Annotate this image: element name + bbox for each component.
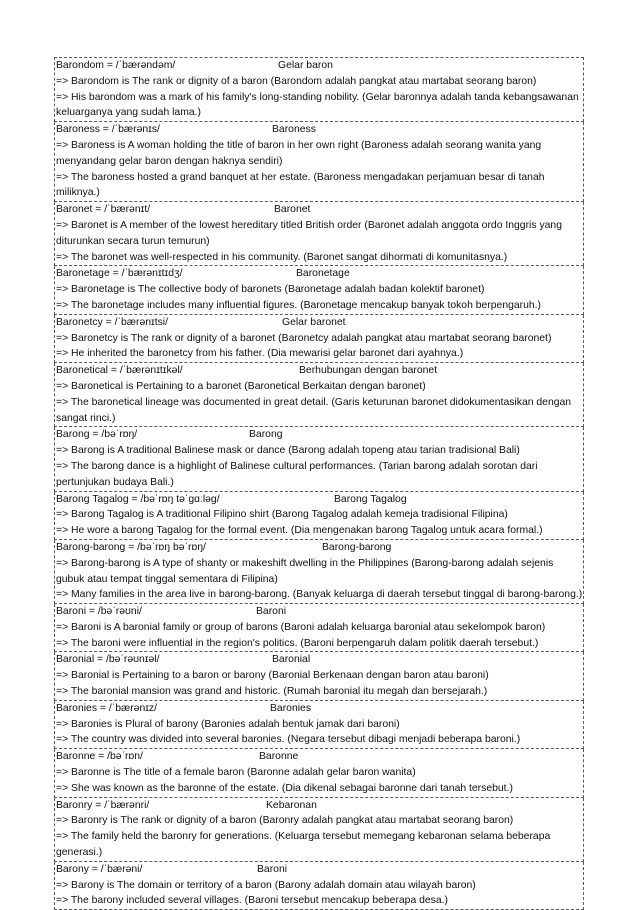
entry-baronry [54, 798, 584, 862]
entry-definition: => Baroni is A baronial family or group of barons (Baroni adalah keluarga baronial atau sekelompok baron) [56, 621, 546, 633]
entry-example: => He wore a barong Tagalog for the formal event. (Dia mengenakan barong Tagalog untuk acara formal.) [56, 525, 543, 537]
entry-header [56, 266, 583, 282]
entry-definition: => Baronetical is Pertaining to a baronet (Baronetical Berkaitan dengan baronet) [56, 380, 426, 392]
entry-example: => The country was divided into several baronies. (Negara tersebut dibagi menjadi beberapa baroni.) [56, 734, 521, 746]
entry-example: => The baronet was well-respected in his community. (Baronet sangat dihormati di komunitasnya.) [56, 251, 508, 263]
entry-translation: Baronies [270, 702, 312, 714]
entry-header [56, 492, 583, 508]
entry-translation: Barong [249, 429, 283, 441]
entry-baronetical [54, 363, 584, 427]
entry-example: => The baroness hosted a grand banquet at her estate. (Baroness mengadakan perjamuan besar di tanah miliknya.) [56, 171, 545, 199]
entry-definition: => Baroness is A woman holding the title of baron in her own right (Baroness adalah seorang wanita yang menyandang gelar baron dengan haknya sendiri) [56, 139, 542, 167]
entry-translation: Baroness [272, 124, 316, 136]
entry-baronne [54, 749, 584, 797]
entry-translation: Baroni [257, 863, 288, 875]
entry-header [56, 652, 583, 668]
entry-baroni [54, 604, 584, 652]
entry-term: Barong = /bəˈrɒŋ/ [56, 429, 138, 441]
entry-term: Baronetcy = /ˈbærənɪtsi/ [56, 316, 168, 328]
entry-translation: Gelar baron [278, 60, 333, 71]
entry-example: => The baronial mansion was grand and historic. (Rumah baronial itu megah dan bersejarah.) [56, 686, 488, 698]
entry-header [56, 701, 583, 717]
glossary-document [54, 57, 584, 910]
entry-header [56, 122, 583, 138]
entry-translation: Baronetage [296, 268, 350, 280]
entry-term: Barong Tagalog = /bəˈrɒŋ təˈɡɑːləɡ/ [56, 493, 220, 505]
entry-header [56, 604, 583, 620]
entry-header [56, 315, 583, 331]
entry-barong-tagalog [54, 492, 584, 540]
entry-translation: Baronne [259, 751, 299, 763]
entry-barong [54, 427, 584, 491]
entry-term: Baronetical = /ˈbærənɪtɪkəl/ [56, 365, 183, 377]
entry-example: => The baroni were influential in the region's politics. (Baroni berpengaruh dalam politik daerah tersebut.) [56, 637, 539, 649]
entry-definition: => Baronet is A member of the lowest hereditary titled British order (Baronet adalah anggota ordo Inggris yang diturunkan secara turun temurun) [56, 219, 562, 247]
entry-definition: => Barong is A traditional Balinese mask or dance (Barong adalah topeng atau tarian tradisional Bali) [56, 445, 520, 457]
entry-baroness [54, 122, 584, 202]
entry-translation: Kebaronan [266, 799, 317, 811]
entry-example: => The baronetical lineage was documented in great detail. (Garis keturunan baronet didokumentasikan dengan sangat rinci.) [56, 396, 572, 424]
entry-header [56, 749, 583, 765]
entry-term: Baronne = /bəˈrɒn/ [56, 751, 143, 763]
entry-term: Barong-barong = /bəˈrɒŋ bəˈrɒŋ/ [56, 541, 206, 553]
entry-term: Baronial = /bəˈrəʊnɪəl/ [56, 654, 160, 666]
entry-baronet [54, 202, 584, 266]
entry-example: => The barong dance is a highlight of Balinese cultural performances. (Tarian barong adalah sorotan dari pertunjukan budaya Bali.) [56, 460, 538, 488]
entry-example: => His barondom was a mark of his family's long-standing nobility. (Gelar baronnya adalah tanda kebangsawanan keluarganya yang sudah lama.) [56, 91, 579, 119]
entry-definition: => Barong Tagalog is A traditional Filipino shirt (Barong Tagalog adalah kemeja tradisional Filipina) [56, 509, 508, 521]
entry-translation: Barong-barong [322, 541, 392, 553]
entry-term: Baroness = /ˈbærənɪs/ [56, 124, 160, 136]
entry-baronetcy [54, 315, 584, 363]
entry-term: Barondom = /ˈbærəndəm/ [56, 60, 176, 71]
entry-example: => He inherited the baronetcy from his father. (Dia mewarisi gelar baronet dari ayahnya.) [56, 348, 464, 360]
entry-definition: => Baronetcy is The rank or dignity of a baronet (Baronetcy adalah pangkat atau martabat seorang baronet) [56, 332, 552, 344]
entry-example: => The baronetage includes many influential figures. (Baronetage mencakup banyak tokoh berpengaruh.) [56, 299, 542, 311]
entry-barondom [54, 57, 584, 122]
entry-term: Barony = /ˈbærəni/ [56, 863, 143, 875]
entry-header [56, 862, 583, 878]
entry-header [56, 540, 583, 556]
entry-term: Baronet = /ˈbærənɪt/ [56, 204, 151, 216]
entry-translation: Gelar baronet [282, 316, 346, 328]
entry-translation: Barong Tagalog [334, 493, 407, 505]
entry-header [56, 427, 583, 443]
entry-header [56, 58, 583, 74]
entry-term: Baronies = /ˈbærənɪz/ [56, 702, 158, 714]
entry-example: => The barony included several villages. (Baroni tersebut mencakup beberapa desa.) [56, 895, 449, 907]
entry-header [56, 363, 583, 379]
entry-example: => The family held the baronry for generations. (Keluarga tersebut memegang kebaronan selama beberapa generasi.) [56, 831, 551, 859]
entry-header [56, 798, 583, 814]
entry-term: Baroni = /bəˈrəʊni/ [56, 606, 142, 618]
entry-example: => She was known as the baronne of the estate. (Dia dikenal sebagai baronne dari tanah tersebut.) [56, 782, 513, 794]
entry-definition: => Barony is The domain or territory of a baron (Barony adalah domain atau wilayah baron) [56, 879, 476, 891]
entry-definition: => Baronne is The title of a female baron (Baronne adalah gelar baron wanita) [56, 767, 416, 779]
entry-translation: Baronial [272, 654, 311, 666]
entry-baronial [54, 652, 584, 700]
entry-example: => Many families in the area live in barong-barong. (Banyak keluarga di daerah tersebut tinggal di barong-barong.) [56, 589, 583, 601]
entry-definition: => Baronial is Pertaining to a baron or barony (Baronial Berkenaan dengan baron atau baroni) [56, 670, 489, 682]
entry-translation: Baronet [274, 204, 311, 216]
entry-definition: => Barong-barong is A type of shanty or makeshift dwelling in the Philippines (Barong-barong adalah sejenis gubuk atau tempat tinggal sementara di Filipina) [56, 557, 554, 585]
entry-baronetage [54, 266, 584, 314]
entry-header [56, 202, 583, 218]
entry-translation: Baroni [256, 606, 287, 618]
entry-term: Baronetage = /ˈbærənɪtɪdʒ/ [56, 268, 183, 280]
entry-definition: => Baronetage is The collective body of baronets (Baronetage adalah badan kolektif baronet) [56, 284, 485, 296]
entry-definition: => Barondom is The rank or dignity of a baron (Barondom adalah pangkat atau martabat seorang baron) [56, 75, 537, 87]
entry-baronies [54, 701, 584, 749]
entry-definition: => Baronry is The rank or dignity of a baron (Baronry adalah pangkat atau martabat seorang baron) [56, 815, 514, 827]
entry-definition: => Baronies is Plural of barony (Baronies adalah bentuk jamak dari baroni) [56, 718, 400, 730]
entry-translation: Berhubungan dengan baronet [299, 365, 438, 377]
entry-barong-barong [54, 540, 584, 604]
entry-term: Baronry = /ˈbærənri/ [56, 799, 150, 811]
